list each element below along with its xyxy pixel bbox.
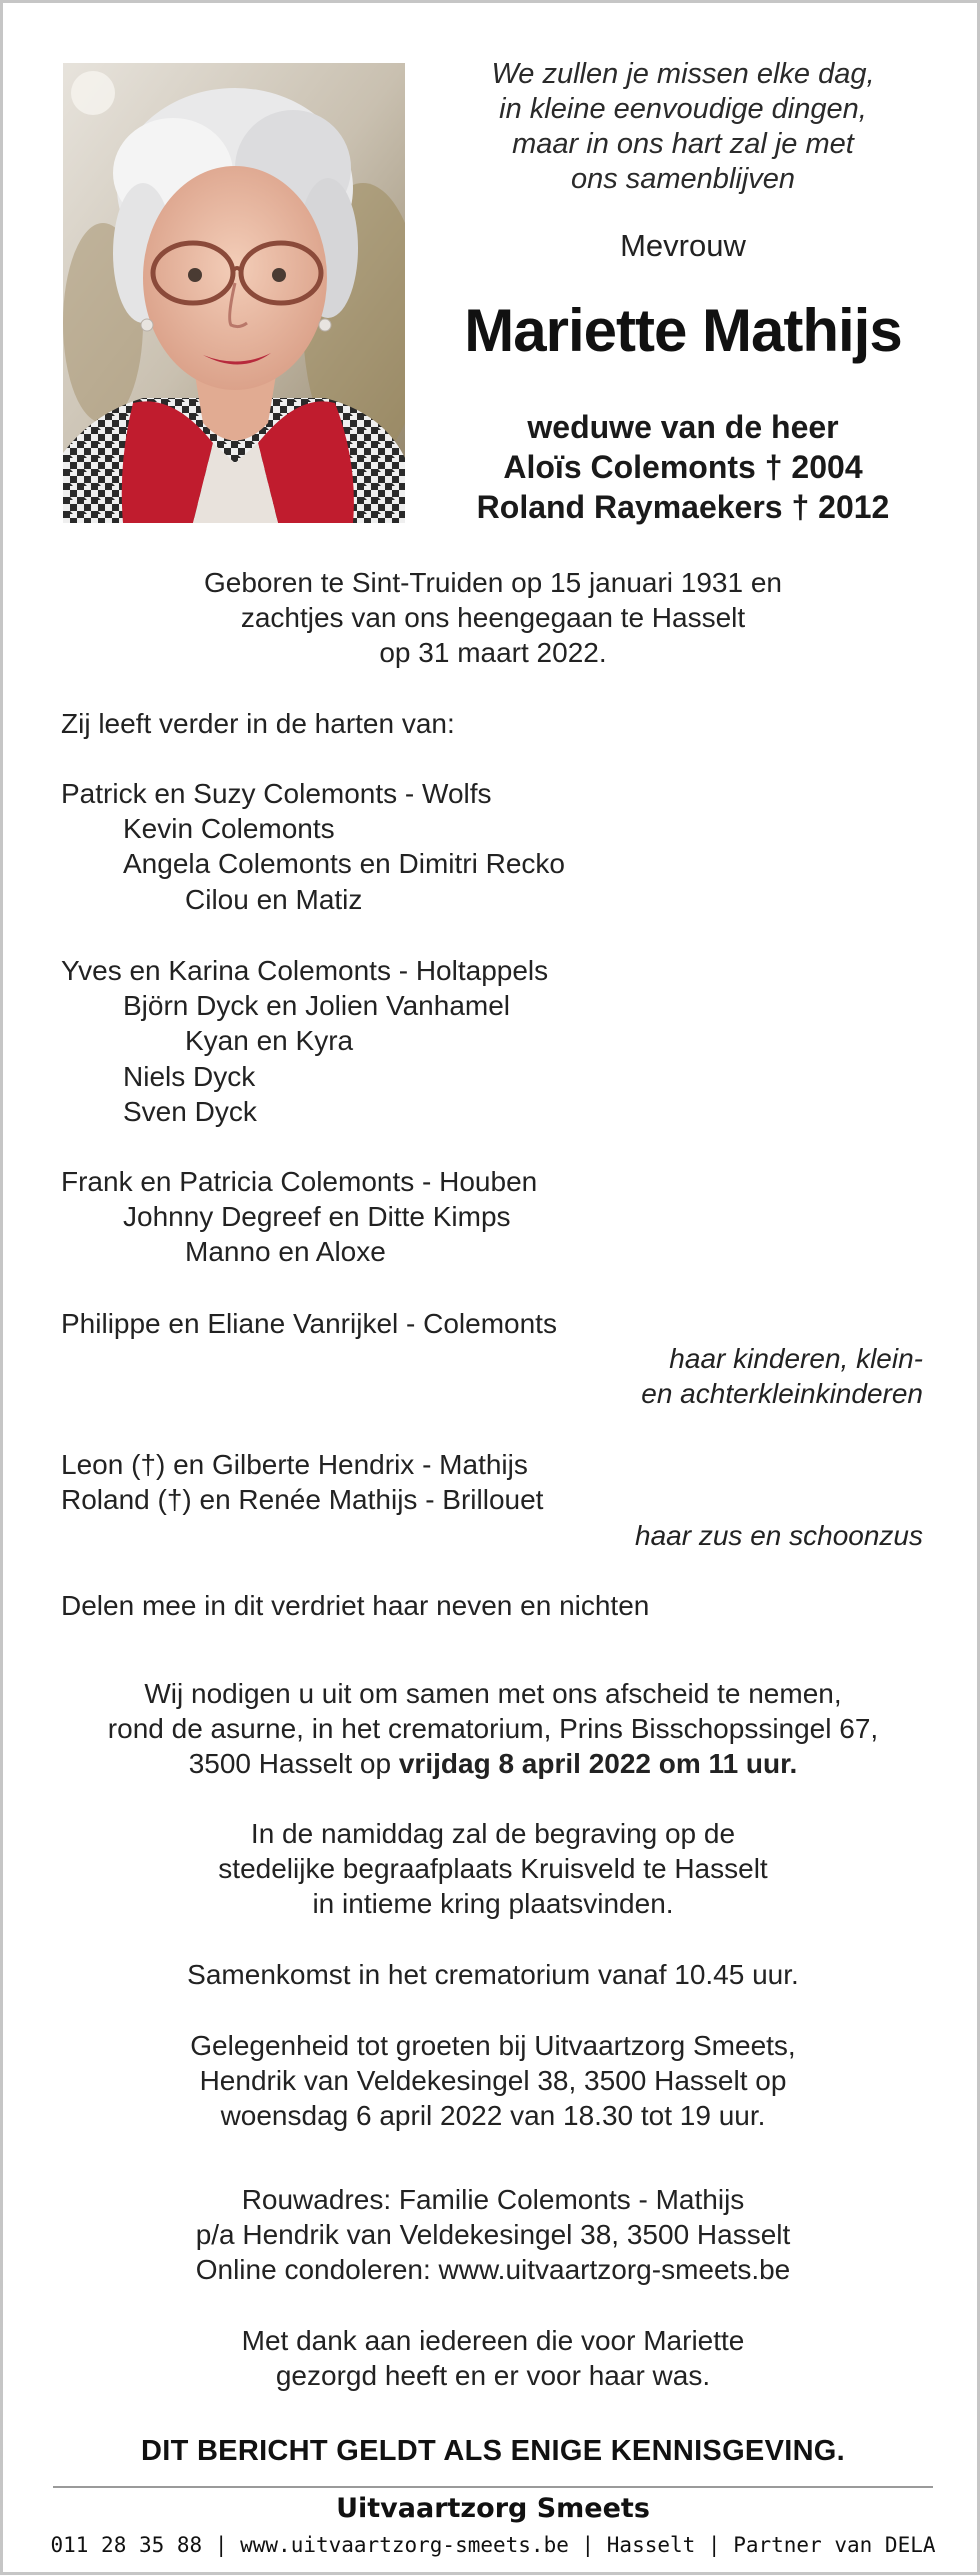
birth-passing [43,565,943,671]
salutation: Mevrouw [620,228,746,263]
visitation-line: woensdag 6 april 2022 van 18.30 tot 19 uur. [220,2100,766,2132]
family-head: Frank en Patricia Colemonts - Houben [61,1166,538,1197]
deceased-name: Mariette Mathijs [464,297,902,364]
gathering-info: Samenkomst in het crematorium vanaf 10.45 uur. [187,1959,799,1990]
widow-line: Aloïs Colemonts † 2004 [503,449,863,485]
family-member: Sven Dyck [123,1095,257,1127]
burial-info [43,1816,943,1922]
note-line: haar kinderen, klein- [669,1343,923,1374]
children-note [403,1341,923,1411]
address-line: Online condoleren: www.uitvaartzorg-smeets.be [195,2254,791,2286]
poem-line: ons samenblijven [570,163,796,195]
family-head: Yves en Karina Colemonts - Holtappels [61,955,549,986]
birth-line: zachtjes van ons heengegaan te Hasselt [240,602,746,634]
visitation-info [43,2028,943,2134]
birth-line: Geboren te Sint-Truiden op 15 januari 1931 en [203,567,783,598]
family-member: Niels Dyck [123,1060,256,1092]
ceremony-line: Wij nodigen u uit om samen met ons afscheid te nemen, [144,1678,842,1709]
ceremony-info [43,1676,943,1782]
lives-on-intro: Zij leeft verder in de harten van: [61,708,455,739]
ceremony-datetime: vrijdag 8 april 2022 om 11 uur. [398,1748,798,1780]
visitation-line: Hendrik van Veldekesingel 38, 3500 Hasselt op [199,2065,787,2097]
burial-line: in intieme kring plaatsvinden. [312,1888,674,1920]
sibling-line: Roland (†) en Renée Mathijs - Brillouet [61,1484,544,1516]
note-line: en achterkleinkinderen [641,1378,923,1410]
visitation-line: Gelegenheid tot groeten bij Uitvaartzorg Smeets, [190,2030,796,2061]
portrait-photo [63,63,405,523]
sole-notice: DIT BERICHT GELDT ALS ENIGE KENNISGEVING. [140,2435,846,2467]
ceremony-place: 3500 Hasselt op [188,1748,399,1780]
mourning-address [43,2182,943,2288]
undertaker-name: Uitvaartzorg Smeets [336,2493,650,2524]
birth-line: op 31 maart 2022. [379,637,607,669]
widow-line: weduwe van de heer [527,409,839,445]
family-member: Kevin Colemonts [123,813,335,845]
burial-line: stedelijke begraafplaats Kruisveld te Hasselt [218,1853,768,1885]
poem [443,57,923,197]
family-member: Björn Dyck en Jolien Vanhamel [123,990,511,1022]
cousins-line: Delen mee in dit verdriet haar neven en nichten [61,1590,650,1621]
siblings [61,1447,941,1517]
family-member: Manno en Aloxe [185,1236,386,1268]
sibling-line: Leon (†) en Gilberte Hendrix - Mathijs [61,1449,528,1480]
family-head: Philippe en Eliane Vanrijkel - Colemonts [61,1308,557,1339]
undertaker-contact: 011 28 35 88 | www.uitvaartzorg-smeets.be | Hasselt | Partner van DELA [50,2533,936,2557]
address-line: p/a Hendrik van Veldekesingel 38, 3500 Hasselt [195,2219,791,2251]
family-group-2 [61,953,941,1129]
family-member: Johnny Degreef en Ditte Kimps [123,1201,511,1233]
family-head: Patrick en Suzy Colemonts - Wolfs [61,778,492,809]
family-member: Angela Colemonts en Dimitri Recko [123,848,565,880]
family-member: Cilou en Matiz [185,883,363,915]
thanks-line: Met dank aan iedereen die voor Mariette [241,2325,745,2356]
widow-line: Roland Raymaekers † 2012 [476,489,890,525]
family-group-3 [61,1164,941,1270]
family-group-1 [61,776,941,917]
family-group-4 [61,1306,941,1341]
family-member: Kyan en Kyra [185,1025,354,1057]
poem-line: We zullen je missen elke dag, [491,58,875,90]
thanks-message [43,2323,943,2393]
widow-of [423,407,943,527]
thanks-line: gezorgd heeft en er voor haar was. [275,2360,711,2392]
poem-line: in kleine eenvoudige dingen, [499,93,867,125]
portrait-illustration [63,63,405,523]
address-line: Rouwadres: Familie Colemonts - Mathijs [241,2184,745,2215]
ceremony-line: rond de asurne, in het crematorium, Prins Bisschopssingel 67, [107,1713,879,1745]
burial-line: In de namiddag zal de begraving op de [250,1818,736,1849]
siblings-note: haar zus en schoonzus [635,1520,923,1551]
ceremony-line [43,1746,943,1781]
footer-divider [53,2486,933,2488]
poem-line: maar in ons hart zal je met [512,128,854,160]
